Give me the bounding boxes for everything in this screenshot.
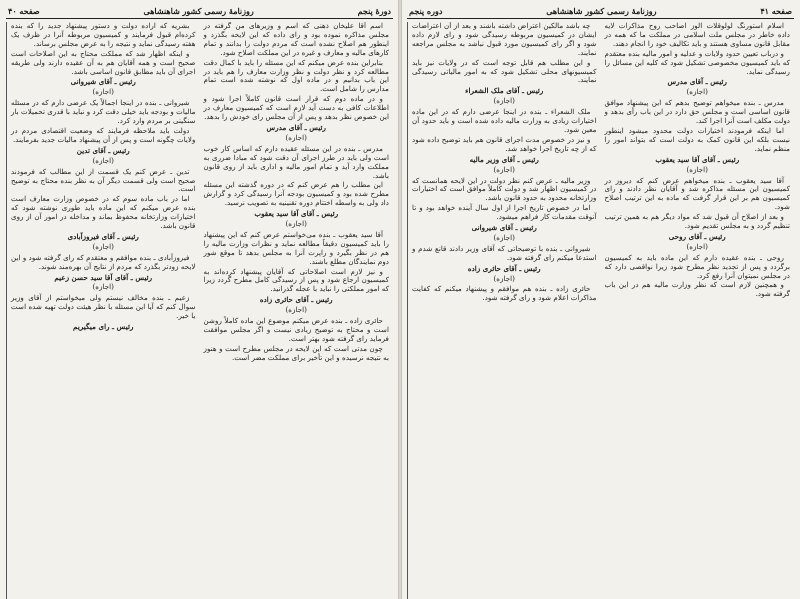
paragraph: مدرس ـ بنده در این مسئله عقیده دارم که اساس کار خوب است ولی باید در طرز اجرای آن دقت شود که مبادا ضرری به مملکت وارد آید و تمام امور مالیه و اداری باید از روی قانون باشد. bbox=[203, 143, 389, 180]
permission-note: (اجازه) bbox=[285, 132, 307, 142]
permission-note: (اجازه) bbox=[493, 96, 515, 106]
left-header-title: روزنامهٔ رسمی کشور شاهنشاهی bbox=[143, 6, 254, 16]
speaker-heading: رئیس ـ رای میگیریم bbox=[73, 322, 134, 332]
paragraph: روحی ـ بنده عقیده دارم که این ماده باید به کمیسیون برگردد و پس از تجدید نظر مطرح شود زیرا نواقصی دارد که در مجلس نمیتوان آنرا رفع کرد. bbox=[604, 252, 790, 280]
paragraph: و درباب تعیین حدود ولایات و عدلیه و امور مالیه بنده معتقدم که باید کمیسیون مخصوصی تشکیل شود که کلیه این مسائل را رسیدگی نماید. bbox=[604, 48, 790, 76]
left-header-page-number: صفحه ۴۰ bbox=[8, 6, 40, 16]
paragraph: اسلام استورنگ لولوقلات الوز اصاحب روح مذاکرات لایه داده خاطر در مجلس ملت اسلامی در مملکت ما که همه در مقابل قانون مساوی هستند و باید تکالیف خود را انجام دهند. bbox=[604, 22, 790, 48]
paragraph: آقا سید یعقوب ـ بنده می‌خواستم عرض کنم که این پیشنهاد را باید کمیسیون دقیقاً مطالعه نماید و نظرات وزارت مالیه را هم در نظر بگیرد و راپرت آنرا به مجلس بدهد تا موقع شور دوم نمایندگان مطلع باشند. bbox=[203, 229, 389, 266]
right-header-left: دوره پنجم bbox=[409, 6, 443, 16]
permission-note: (اجازه) bbox=[493, 164, 515, 174]
permission-note: (اجازه) bbox=[92, 241, 114, 251]
paragraph: دولت باید ملاحظه فرمایند که وضعیت اقتصادی مردم در ولایات چگونه است و پس از آن پیشنهاد مالیات جدید بفرمایند. bbox=[11, 125, 196, 144]
speaker-heading: رئیس ـ آقای شیروانی bbox=[471, 223, 537, 233]
speaker-heading: رئیس ـ آقای فیروزآبادی bbox=[67, 231, 139, 241]
speaker-heading: رئیس ـ آقای آقا سید حسن زعیم bbox=[54, 272, 153, 282]
permission-note: (اجازه) bbox=[493, 273, 515, 283]
left-page-column-right bbox=[200, 22, 394, 599]
paragraph: چون مدتی است که این لایحه در مجلس مطرح است و هنوز به نتیجه نرسیده و این تأخیر برای مملکت مضر است. bbox=[203, 343, 389, 362]
speaker-heading: رئیس ـ آقای وزیر مالیه bbox=[469, 154, 539, 164]
paragraph: اما در خصوص تاریخ اجرا از اول سال آینده خواهد بود و تا آنوقت مقدمات کار فراهم میشود. bbox=[412, 203, 597, 222]
paragraph: و همچنین لازم است که نظر وزارت مالیه هم در این باب گرفته شود. bbox=[604, 280, 790, 299]
paragraph: تدین ـ عرض کنم یک قسمت از این مطالب که فرمودند صحیح است ولی قسمت دیگر آن به نظر بنده محتاج به توضیح است. bbox=[11, 166, 196, 194]
permission-note: (اجازه) bbox=[686, 241, 708, 251]
left-page-header bbox=[6, 4, 393, 19]
permission-note: (اجازه) bbox=[92, 155, 114, 165]
speaker-heading: رئیس ـ آقای ملک الشعراء bbox=[465, 86, 544, 96]
paragraph: و نیز در خصوص مدت اجرای قانون هم باید توضیح داده شود که از چه تاریخ اجرا خواهد شد. bbox=[412, 134, 597, 153]
permission-note: (اجازه) bbox=[493, 232, 515, 242]
speaker-heading: رئیس ـ آقای حائری زاده bbox=[467, 263, 541, 273]
permission-note: (اجازه) bbox=[686, 87, 708, 97]
paragraph: وزیر مالیه ـ عرض کنم نظر دولت در این لایحه همانست که در کمیسیون اظهار شد و دولت کاملاً موافق است که اختیارات وزارتخانه محدود به حدود قانون باشد. bbox=[412, 175, 597, 203]
paragraph: ملک الشعراء ـ بنده در اینجا عرضی دارم که در این ماده اختیارات زیادی به وزارت مالیه داده شده است و باید حدود آن معین شود. bbox=[412, 107, 597, 134]
right-page-columns bbox=[407, 22, 794, 599]
right-page bbox=[400, 0, 800, 599]
permission-note: (اجازه) bbox=[285, 219, 307, 229]
speaker-heading: رئیس ـ آقای روحی bbox=[668, 231, 726, 241]
paragraph: و نیز لازم است اصلاحاتی که آقایان پیشنهاد کرده‌اند به کمیسیون ارجاع شود و پس از رسیدگی کامل مطرح گردد زیرا که امور مملکتی را نباید با عجله گذرانید. bbox=[203, 266, 389, 294]
permission-note: (اجازه) bbox=[686, 164, 708, 174]
permission-note: (اجازه) bbox=[92, 282, 114, 292]
speaker-heading: رئیس ـ آقای شیروانی bbox=[70, 77, 136, 87]
paragraph: حائری زاده ـ بنده هم موافقم و پیشنهاد میکنم که کفایت مذاکرات اعلام شود و رای گرفته شود. bbox=[412, 284, 597, 303]
paragraph: و در ماده دوم که قرار است قانون کاملاً اجرا شود و اطلاعات کافی به دست آید لازم است که کمیسیون معارف در این خصوص نظر بدهد و پس از آن مجلس رای خودش را بدهد. bbox=[203, 94, 389, 122]
right-page-column-right bbox=[601, 22, 795, 599]
speaker-heading: رئیس ـ آقای تدین bbox=[76, 145, 130, 155]
speaker-heading: رئیس ـ آقای مدرس bbox=[266, 122, 327, 132]
permission-note: (اجازه) bbox=[285, 305, 307, 315]
paragraph: و این مطلب هم قابل توجه است که در ولایات نیز باید کمیسیونهای محلی تشکیل شود که به امور مالیاتی رسیدگی نمایند. bbox=[412, 57, 597, 85]
permission-note: (اجازه) bbox=[92, 87, 114, 97]
left-page-column-left bbox=[6, 22, 200, 599]
book-spine bbox=[398, 0, 402, 599]
paragraph: حائری زاده ـ بنده عرض میکنم موضوع این ماده کاملاً روشن است و محتاج به توضیح زیادی نیست و اگر مجلس موافقت فرماید رای گرفته شود بهتر است. bbox=[203, 316, 389, 343]
paragraph: و بعد از اصلاح آن قبول شد که مواد دیگر هم به همین ترتیب تنظیم گردد و به مجلس تقدیم شود. bbox=[604, 212, 790, 231]
paragraph: چه باشد مالکین اعتراض داشته باشند و بعد از آن اعتراضات ایشان در کمیسیون مربوطه رسیدگی شود و رای لازم داده شود و اگر رای کمیسیون مورد قبول نباشد به مجلس مراجعه نمایند. bbox=[412, 22, 597, 57]
paragraph: مدرس ـ بنده میخواهم توضیح بدهم که این پیشنهاد موافق قانون اساسی است و مجلس حق دارد در این باب رأی بدهد و دولت مکلف است آنرا اجرا کند. bbox=[604, 98, 790, 126]
paragraph: اما در باب ماده سوم که در خصوص وزارت معارف است بنده عرض میکنم که این ماده باید طوری نوشته شود که اختیارات وزارتخانه محفوظ بماند و مداخله در امور آن از روی قانون باشد. bbox=[11, 194, 196, 231]
speaker-heading: رئیس ـ آقای حائری زاده bbox=[259, 295, 333, 305]
right-page-header bbox=[407, 4, 794, 19]
left-header-right: دورهٔ پنجم bbox=[357, 6, 391, 16]
speaker-heading: رئیس ـ آقای آقا سید یعقوب bbox=[254, 209, 339, 219]
right-header-title: روزنامهٔ رسمی کشور شاهنشاهی bbox=[546, 6, 657, 16]
right-header-page-number: صفحه ۴۱ bbox=[760, 6, 792, 16]
right-page-column-left bbox=[407, 22, 601, 599]
left-page-columns bbox=[6, 22, 393, 599]
speaker-heading: رئیس ـ آقای آقا سید یعقوب bbox=[655, 154, 740, 164]
paragraph: اما اینکه فرمودند اختیارات دولت محدود میشود اینطور نیست بلکه این قانون کمک به دولت است که بتواند امور را منظم نماید. bbox=[604, 125, 790, 153]
paragraph: زعیم ـ بنده مخالف نیستم ولی میخواستم از آقای وزیر سوال کنم که آیا این مسئله با نظر هیئت دولت تهیه شده است یا خیر. bbox=[11, 293, 196, 321]
paragraph: آقا سید یعقوب ـ بنده میخواهم عرض کنم که دیروز در کمیسیون این مسئله مذاکره شد و آقایان نظر دادند و رای کمیسیون هم بر این قرار گرفت که ماده به این ترتیب اصلاح شود. bbox=[604, 175, 790, 212]
paragraph: اسم آقا علیخان ذهنی که اسم و وزیرهای من گرفته در مجلس مذاکره نموده بود و رای داده که این لایحه بگذرد و اینطور هم اصلاح نشده است که مردم دولت را بدانند و تمام کارهای مالیه و معارف و غیره در این مملکت اصلاح شود. bbox=[203, 22, 389, 57]
speaker-heading: رئیس ـ آقای مدرس bbox=[667, 77, 728, 87]
paragraph: شیروانی ـ بنده در اینجا اجمالاً یک عرضی دارم که در مسئله مالیات و بودجه باید خیلی دقت کرد و نباید با قدری تحمیلات بار سنگینی بر مردم وارد کرد. bbox=[11, 98, 196, 126]
paragraph: شیروانی ـ بنده با توضیحاتی که آقای وزیر دادند قانع شدم و استدعا میکنم رای گرفته شود. bbox=[412, 243, 597, 262]
paragraph: بنابراین بنده عرض میکنم که این مسئله را باید با کمال دقت مطالعه کرد و نظر دولت و نظر وزارت معارف را هم باید در این باب بدانیم و در ماده اول که نوشته شده است تمام مدارس را شامل است. bbox=[203, 57, 389, 94]
paragraph: فیروزآبادی ـ بنده موافقم و معتقدم که رای گرفته شود و این لایحه زودتر بگذرد که مردم از نتایج آن بهره‌مند شوند. bbox=[11, 252, 196, 271]
paragraph: بشریه که اراده دولت و دستور پیشنهاد جدید را که بنده کرده‌ام قبول فرمایند و کمیسیون مربوطه آنرا در ظرف یک هفته رسیدگی نماید و نتیجه را به عرض مجلس برساند. bbox=[11, 22, 196, 48]
paragraph: و اینکه اظهار شد که مملکت محتاج به این اصلاحات است صحیح است و همه آقایان هم به آن عقیده دارند ولی طریقه اجرای آن باید مطابق قانون اساسی باشد. bbox=[11, 48, 196, 76]
paragraph: این مطلب را هم عرض کنم که در دوره گذشته این مسئله مطرح شده بود و کمیسیون بودجه آنرا رسیدگی کرد و گزارش داد ولی به واسطه اختتام دوره تقنینیه به تصویب نرسید. bbox=[203, 180, 389, 208]
